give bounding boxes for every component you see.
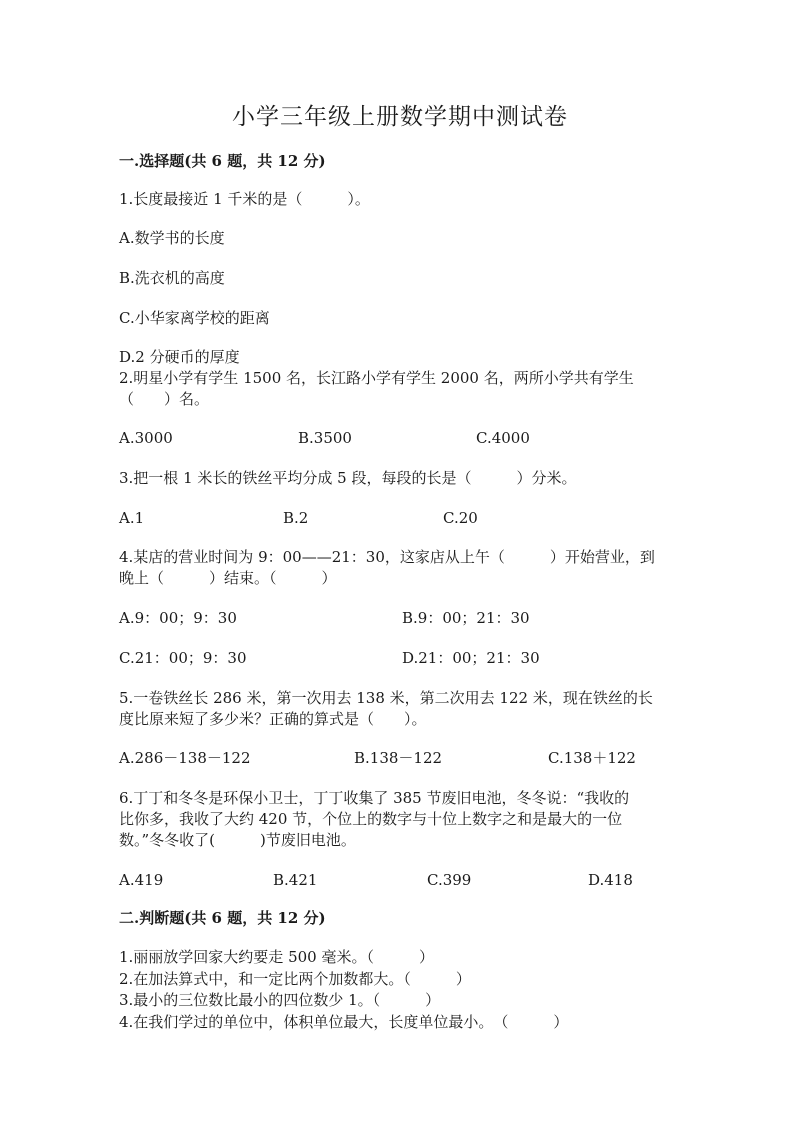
question-6-text-line2: 比你多，我收了大约 420 节，个位上的数字与十位上数字之和是最大的一位 (119, 810, 623, 828)
question-4-text-line1: 4.某店的营业时间为 9：00——21：30，这家店从上午（ ）开始营业，到 (119, 548, 655, 566)
q3-option-c: C.20 (443, 509, 478, 527)
question-5-text-line2: 度比原来短了多少米？正确的算式是（ ）。 (119, 710, 427, 728)
question-3-text: 3.把一根 1 米长的铁丝平均分成 5 段，每段的长是（ ）分米。 (119, 469, 577, 487)
q5-option-a: A.286－138－122 (119, 749, 251, 767)
q4-option-d: D.21：00；21：30 (402, 649, 540, 667)
q2-option-b: B.3500 (298, 429, 352, 447)
question-6-text-line3: 数。”冬冬收了( )节废旧电池。 (119, 831, 356, 849)
question-2-text-line1: 2.明星小学有学生 1500 名，长江路小学有学生 2000 名，两所小学共有学生 (119, 369, 634, 387)
question-6-text-line1: 6.丁丁和冬冬是环保小卫士，丁丁收集了 385 节废旧电池，冬冬说：“我收的 (119, 789, 630, 807)
q4-option-c: C.21：00；9：30 (119, 649, 247, 667)
q6-option-a: A.419 (119, 871, 164, 889)
judge-question-3: 3.最小的三位数比最小的四位数少 1。（ ） (119, 991, 441, 1009)
judge-question-1: 1.丽丽放学回家大约要走 500 毫米。（ ） (119, 948, 434, 966)
q5-option-b: B.138－122 (354, 749, 443, 767)
q1-option-b: B.洗衣机的高度 (119, 269, 225, 287)
q4-option-a: A.9：00；9：30 (119, 609, 237, 627)
judge-question-4: 4.在我们学过的单位中，体积单位最大，长度单位最小。 （ ） (119, 1013, 569, 1031)
question-2-text-line2: （ ）名。 (119, 390, 210, 408)
q6-option-b: B.421 (273, 871, 318, 889)
q1-option-a: A.数学书的长度 (119, 229, 225, 247)
q6-option-c: C.399 (427, 871, 472, 889)
exam-title: 小学三年级上册数学期中测试卷 (232, 104, 568, 130)
section-heading-choice: 一.选择题(共 6 题，共 12 分) (119, 152, 326, 170)
question-5-text-line1: 5.一卷铁丝长 286 米，第一次用去 138 米，第二次用去 122 米，现在铁丝的长 (119, 689, 653, 707)
q1-option-c: C.小华家离学校的距离 (119, 309, 270, 327)
q5-option-c: C.138＋122 (548, 749, 636, 767)
q2-option-c: C.4000 (476, 429, 530, 447)
question-1-text: 1.长度最接近 1 千米的是（ ）。 (119, 190, 370, 208)
judge-question-2: 2.在加法算式中，和一定比两个加数都大。（ ） (119, 970, 471, 988)
q4-option-b: B.9：00；21：30 (402, 609, 530, 627)
question-4-text-line2: 晚上（ ）结束。（ ） (119, 569, 337, 587)
q1-option-d: D.2 分硬币的厚度 (119, 348, 240, 366)
q2-option-a: A.3000 (119, 429, 173, 447)
q3-option-a: A.1 (119, 509, 145, 527)
q6-option-d: D.418 (588, 871, 633, 889)
q3-option-b: B.2 (283, 509, 309, 527)
section-heading-judgement: 二.判断题(共 6 题，共 12 分) (119, 909, 326, 927)
